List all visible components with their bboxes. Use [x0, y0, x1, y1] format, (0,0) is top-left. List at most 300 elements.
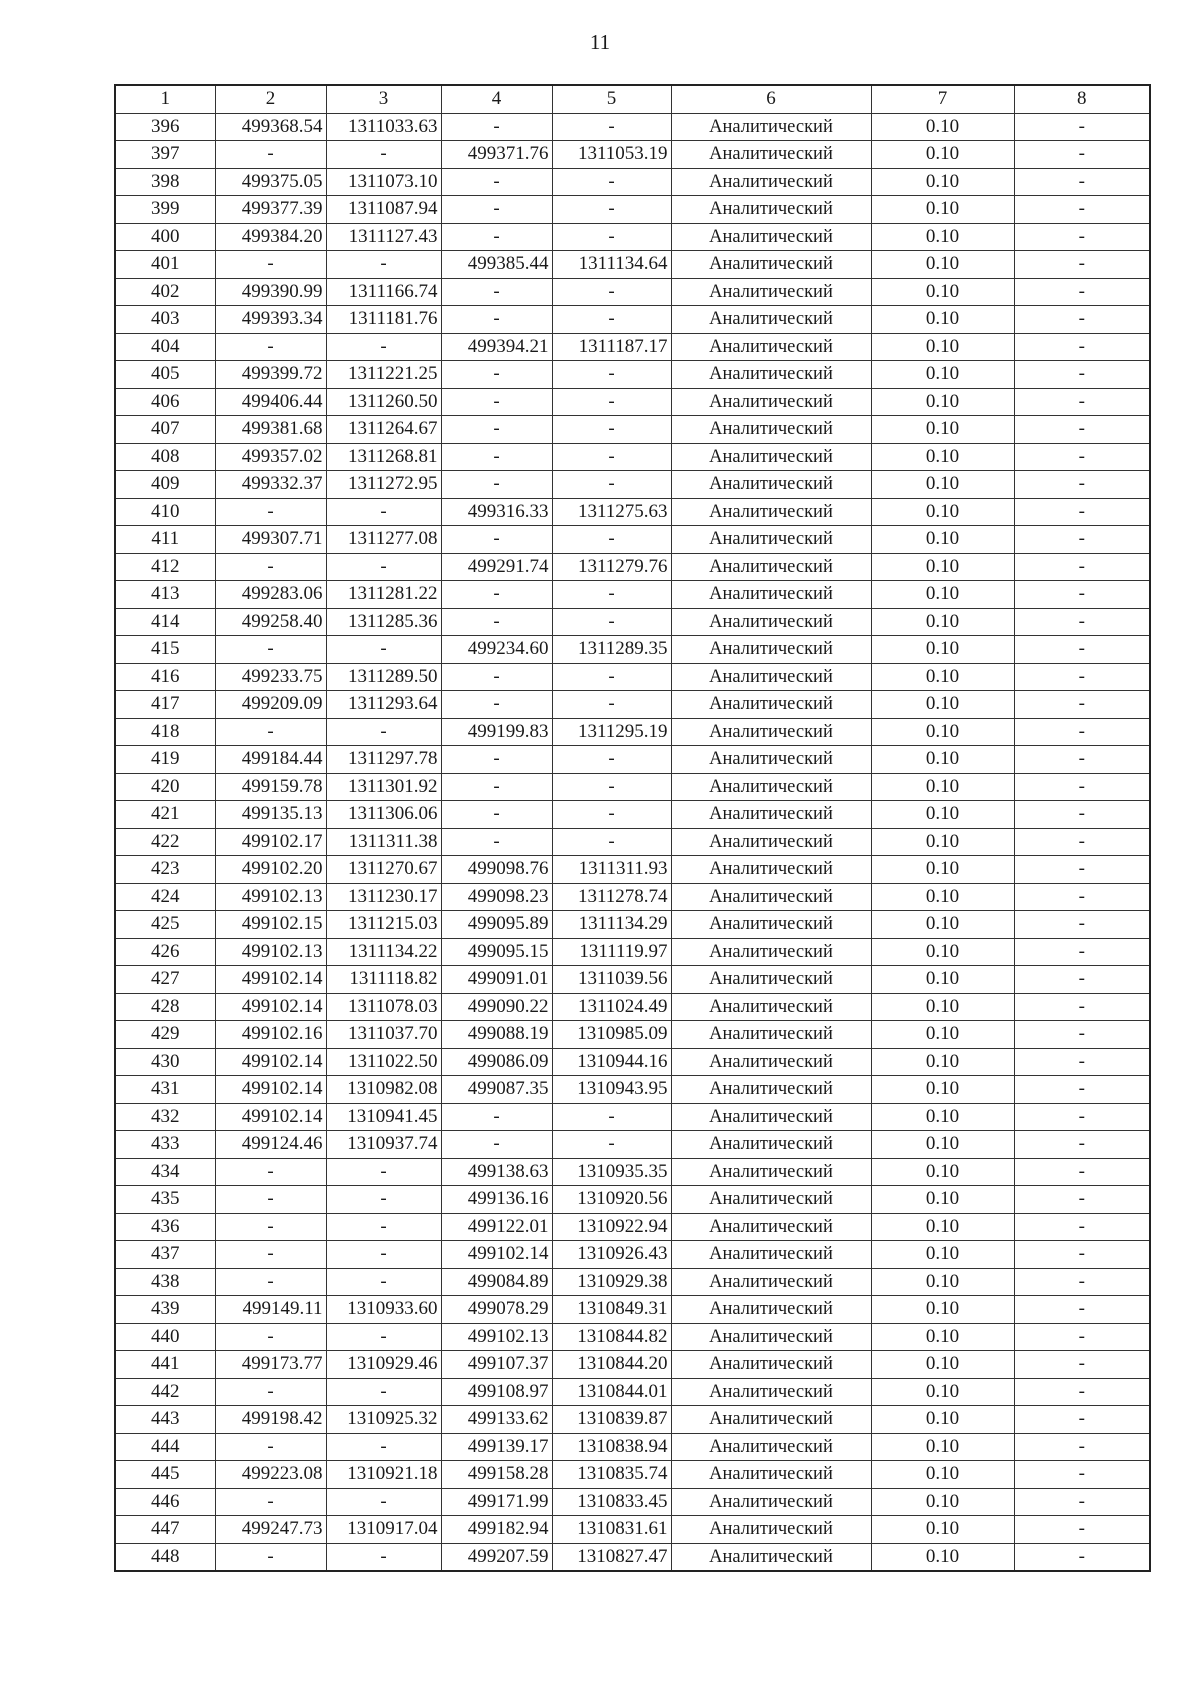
cell-point-number: 403 [115, 306, 215, 334]
cell-accuracy: 0.10 [871, 1406, 1014, 1434]
cell-point-number: 411 [115, 526, 215, 554]
cell-x-coord-2: 499102.13 [441, 1323, 552, 1351]
cell-point-number: 405 [115, 361, 215, 389]
cell-y-coord-2: 1311279.76 [552, 553, 671, 581]
cell-y-coord-2: 1311295.19 [552, 718, 671, 746]
table-row [115, 498, 1150, 526]
cell-point-number: 445 [115, 1461, 215, 1489]
cell-method: Аналитический [671, 526, 871, 554]
cell-x-coord-1: - [215, 498, 326, 526]
cell-y-coord-2: 1310929.38 [552, 1268, 671, 1296]
cell-accuracy: 0.10 [871, 1323, 1014, 1351]
cell-y-coord-1: 1311277.08 [326, 526, 441, 554]
cell-y-coord-1: 1310929.46 [326, 1351, 441, 1379]
cell-method: Аналитический [671, 1378, 871, 1406]
table-row [115, 1213, 1150, 1241]
cell-method: Аналитический [671, 1461, 871, 1489]
cell-accuracy: 0.10 [871, 938, 1014, 966]
cell-method: Аналитический [671, 141, 871, 169]
cell-note: - [1014, 113, 1150, 141]
cell-point-number: 406 [115, 388, 215, 416]
cell-x-coord-1: - [215, 636, 326, 664]
cell-x-coord-1: - [215, 1378, 326, 1406]
cell-point-number: 397 [115, 141, 215, 169]
cell-y-coord-2: 1311039.56 [552, 966, 671, 994]
cell-point-number: 444 [115, 1433, 215, 1461]
cell-accuracy: 0.10 [871, 333, 1014, 361]
table-row [115, 113, 1150, 141]
cell-y-coord-2: - [552, 278, 671, 306]
cell-y-coord-2: 1311053.19 [552, 141, 671, 169]
cell-y-coord-1: - [326, 1158, 441, 1186]
cell-x-coord-1: 499102.14 [215, 993, 326, 1021]
cell-y-coord-1: 1311281.22 [326, 581, 441, 609]
cell-y-coord-1: 1311022.50 [326, 1048, 441, 1076]
table-row [115, 196, 1150, 224]
cell-y-coord-2: - [552, 608, 671, 636]
cell-point-number: 400 [115, 223, 215, 251]
cell-note: - [1014, 1103, 1150, 1131]
table-row [115, 361, 1150, 389]
cell-y-coord-2: 1310926.43 [552, 1241, 671, 1269]
cell-accuracy: 0.10 [871, 1543, 1014, 1571]
cell-y-coord-1: - [326, 1323, 441, 1351]
cell-point-number: 401 [115, 251, 215, 279]
cell-y-coord-1: 1311297.78 [326, 746, 441, 774]
cell-accuracy: 0.10 [871, 746, 1014, 774]
cell-accuracy: 0.10 [871, 141, 1014, 169]
cell-x-coord-1: - [215, 333, 326, 361]
cell-point-number: 446 [115, 1488, 215, 1516]
cell-x-coord-2: 499371.76 [441, 141, 552, 169]
cell-accuracy: 0.10 [871, 196, 1014, 224]
cell-method: Аналитический [671, 1213, 871, 1241]
cell-method: Аналитический [671, 1516, 871, 1544]
cell-y-coord-2: 1310920.56 [552, 1186, 671, 1214]
table-row [115, 1021, 1150, 1049]
cell-method: Аналитический [671, 1351, 871, 1379]
cell-note: - [1014, 1516, 1150, 1544]
cell-point-number: 438 [115, 1268, 215, 1296]
cell-note: - [1014, 388, 1150, 416]
cell-note: - [1014, 1241, 1150, 1269]
cell-point-number: 399 [115, 196, 215, 224]
table-row [115, 306, 1150, 334]
cell-y-coord-1: 1311306.06 [326, 801, 441, 829]
table-row [115, 388, 1150, 416]
cell-x-coord-1: - [215, 1543, 326, 1571]
cell-accuracy: 0.10 [871, 1131, 1014, 1159]
cell-x-coord-1: 499124.46 [215, 1131, 326, 1159]
cell-x-coord-1: - [215, 251, 326, 279]
cell-note: - [1014, 691, 1150, 719]
cell-x-coord-1: 499184.44 [215, 746, 326, 774]
cell-y-coord-2: 1310831.61 [552, 1516, 671, 1544]
cell-x-coord-1: 499173.77 [215, 1351, 326, 1379]
cell-x-coord-1: - [215, 1268, 326, 1296]
cell-point-number: 435 [115, 1186, 215, 1214]
table-row [115, 1241, 1150, 1269]
cell-x-coord-1: 499384.20 [215, 223, 326, 251]
cell-y-coord-1: - [326, 553, 441, 581]
cell-x-coord-2: 499107.37 [441, 1351, 552, 1379]
cell-accuracy: 0.10 [871, 883, 1014, 911]
cell-y-coord-1: 1310921.18 [326, 1461, 441, 1489]
table-row [115, 1048, 1150, 1076]
cell-point-number: 432 [115, 1103, 215, 1131]
cell-accuracy: 0.10 [871, 828, 1014, 856]
cell-method: Аналитический [671, 1543, 871, 1571]
cell-y-coord-2: - [552, 581, 671, 609]
cell-y-coord-2: - [552, 388, 671, 416]
cell-y-coord-1: - [326, 1378, 441, 1406]
cell-x-coord-1: 499390.99 [215, 278, 326, 306]
cell-note: - [1014, 1461, 1150, 1489]
cell-x-coord-2: - [441, 306, 552, 334]
cell-x-coord-1: 499102.14 [215, 966, 326, 994]
cell-method: Аналитический [671, 113, 871, 141]
cell-x-coord-2: - [441, 1103, 552, 1131]
table-row [115, 1103, 1150, 1131]
cell-accuracy: 0.10 [871, 306, 1014, 334]
cell-x-coord-2: 499139.17 [441, 1433, 552, 1461]
cell-note: - [1014, 1131, 1150, 1159]
cell-method: Аналитический [671, 333, 871, 361]
cell-x-coord-2: - [441, 278, 552, 306]
cell-point-number: 422 [115, 828, 215, 856]
cell-x-coord-1: 499368.54 [215, 113, 326, 141]
cell-note: - [1014, 278, 1150, 306]
cell-y-coord-2: - [552, 168, 671, 196]
cell-note: - [1014, 1048, 1150, 1076]
cell-note: - [1014, 856, 1150, 884]
cell-y-coord-2: - [552, 828, 671, 856]
cell-y-coord-1: 1311073.10 [326, 168, 441, 196]
cell-accuracy: 0.10 [871, 1378, 1014, 1406]
cell-note: - [1014, 443, 1150, 471]
table-row [115, 1488, 1150, 1516]
cell-x-coord-1: 499381.68 [215, 416, 326, 444]
cell-accuracy: 0.10 [871, 608, 1014, 636]
cell-accuracy: 0.10 [871, 1213, 1014, 1241]
cell-x-coord-1: - [215, 1241, 326, 1269]
cell-y-coord-1: - [326, 718, 441, 746]
cell-note: - [1014, 141, 1150, 169]
cell-x-coord-2: - [441, 416, 552, 444]
cell-x-coord-2: 499171.99 [441, 1488, 552, 1516]
cell-x-coord-2: 499394.21 [441, 333, 552, 361]
cell-accuracy: 0.10 [871, 553, 1014, 581]
cell-x-coord-1: 499399.72 [215, 361, 326, 389]
table-row [115, 416, 1150, 444]
cell-point-number: 407 [115, 416, 215, 444]
cell-y-coord-2: 1310833.45 [552, 1488, 671, 1516]
table-row [115, 1406, 1150, 1434]
cell-accuracy: 0.10 [871, 773, 1014, 801]
cell-point-number: 425 [115, 911, 215, 939]
cell-y-coord-2: 1310985.09 [552, 1021, 671, 1049]
cell-x-coord-1: 499247.73 [215, 1516, 326, 1544]
cell-x-coord-1: - [215, 553, 326, 581]
cell-y-coord-1: - [326, 141, 441, 169]
cell-x-coord-1: 499393.34 [215, 306, 326, 334]
cell-accuracy: 0.10 [871, 113, 1014, 141]
cell-method: Аналитический [671, 306, 871, 334]
cell-y-coord-1: - [326, 333, 441, 361]
table-row [115, 251, 1150, 279]
cell-accuracy: 0.10 [871, 1268, 1014, 1296]
cell-note: - [1014, 553, 1150, 581]
cell-x-coord-2: 499316.33 [441, 498, 552, 526]
cell-method: Аналитический [671, 251, 871, 279]
cell-method: Аналитический [671, 1488, 871, 1516]
table-row [115, 993, 1150, 1021]
cell-y-coord-2: 1310835.74 [552, 1461, 671, 1489]
cell-x-coord-2: 499091.01 [441, 966, 552, 994]
cell-accuracy: 0.10 [871, 856, 1014, 884]
cell-x-coord-1: 499307.71 [215, 526, 326, 554]
cell-y-coord-1: - [326, 498, 441, 526]
cell-method: Аналитический [671, 361, 871, 389]
cell-note: - [1014, 1406, 1150, 1434]
cell-method: Аналитический [671, 223, 871, 251]
cell-point-number: 417 [115, 691, 215, 719]
cell-note: - [1014, 1268, 1150, 1296]
cell-method: Аналитический [671, 938, 871, 966]
cell-y-coord-2: - [552, 801, 671, 829]
cell-x-coord-2: - [441, 1131, 552, 1159]
table-row [115, 581, 1150, 609]
cell-y-coord-2: 1311024.49 [552, 993, 671, 1021]
cell-y-coord-2: - [552, 113, 671, 141]
cell-note: - [1014, 1296, 1150, 1324]
cell-x-coord-1: 499159.78 [215, 773, 326, 801]
table-row [115, 746, 1150, 774]
cell-note: - [1014, 1021, 1150, 1049]
cell-y-coord-1: - [326, 1241, 441, 1269]
cell-y-coord-2: 1310827.47 [552, 1543, 671, 1571]
header-cell-4: 4 [441, 85, 552, 113]
table-row [115, 1433, 1150, 1461]
cell-point-number: 443 [115, 1406, 215, 1434]
cell-x-coord-2: 499133.62 [441, 1406, 552, 1434]
cell-method: Аналитический [671, 636, 871, 664]
cell-x-coord-2: 499234.60 [441, 636, 552, 664]
cell-accuracy: 0.10 [871, 1158, 1014, 1186]
cell-point-number: 424 [115, 883, 215, 911]
cell-accuracy: 0.10 [871, 1461, 1014, 1489]
cell-point-number: 415 [115, 636, 215, 664]
cell-method: Аналитический [671, 196, 871, 224]
cell-point-number: 421 [115, 801, 215, 829]
cell-method: Аналитический [671, 1296, 871, 1324]
cell-y-coord-1: 1310982.08 [326, 1076, 441, 1104]
cell-y-coord-1: 1310937.74 [326, 1131, 441, 1159]
cell-note: - [1014, 526, 1150, 554]
table-row [115, 828, 1150, 856]
table-row [115, 471, 1150, 499]
cell-point-number: 448 [115, 1543, 215, 1571]
table-row [115, 443, 1150, 471]
cell-note: - [1014, 1433, 1150, 1461]
cell-note: - [1014, 746, 1150, 774]
cell-point-number: 420 [115, 773, 215, 801]
cell-method: Аналитический [671, 1076, 871, 1104]
cell-x-coord-1: 499102.14 [215, 1103, 326, 1131]
cell-method: Аналитический [671, 581, 871, 609]
cell-note: - [1014, 718, 1150, 746]
cell-y-coord-2: - [552, 416, 671, 444]
cell-x-coord-2: 499291.74 [441, 553, 552, 581]
header-cell-8: 8 [1014, 85, 1150, 113]
cell-note: - [1014, 251, 1150, 279]
cell-note: - [1014, 361, 1150, 389]
cell-note: - [1014, 883, 1150, 911]
cell-accuracy: 0.10 [871, 1186, 1014, 1214]
cell-y-coord-1: 1311272.95 [326, 471, 441, 499]
cell-accuracy: 0.10 [871, 471, 1014, 499]
cell-point-number: 396 [115, 113, 215, 141]
cell-method: Аналитический [671, 388, 871, 416]
table-row [115, 1543, 1150, 1571]
cell-x-coord-2: - [441, 691, 552, 719]
cell-point-number: 447 [115, 1516, 215, 1544]
cell-y-coord-2: 1310922.94 [552, 1213, 671, 1241]
cell-note: - [1014, 1323, 1150, 1351]
table-header-row [115, 85, 1150, 113]
table-row [115, 718, 1150, 746]
table-row [115, 168, 1150, 196]
cell-note: - [1014, 773, 1150, 801]
cell-note: - [1014, 333, 1150, 361]
cell-y-coord-1: 1311268.81 [326, 443, 441, 471]
cell-y-coord-2: - [552, 223, 671, 251]
cell-y-coord-1: 1310941.45 [326, 1103, 441, 1131]
table-row [115, 966, 1150, 994]
table-row [115, 856, 1150, 884]
table-row [115, 691, 1150, 719]
cell-x-coord-2: 499078.29 [441, 1296, 552, 1324]
cell-x-coord-1: - [215, 141, 326, 169]
cell-method: Аналитический [671, 966, 871, 994]
cell-accuracy: 0.10 [871, 966, 1014, 994]
cell-y-coord-1: - [326, 1543, 441, 1571]
cell-method: Аналитический [671, 168, 871, 196]
cell-x-coord-1: 499357.02 [215, 443, 326, 471]
table-row [115, 526, 1150, 554]
cell-y-coord-2: 1310935.35 [552, 1158, 671, 1186]
cell-y-coord-2: - [552, 691, 671, 719]
table-body [115, 85, 1150, 1571]
cell-x-coord-1: 499375.05 [215, 168, 326, 196]
cell-y-coord-1: - [326, 1488, 441, 1516]
cell-accuracy: 0.10 [871, 663, 1014, 691]
coordinates-table [114, 84, 1151, 1572]
cell-x-coord-1: 499102.16 [215, 1021, 326, 1049]
cell-x-coord-1: - [215, 1433, 326, 1461]
cell-accuracy: 0.10 [871, 718, 1014, 746]
cell-y-coord-1: 1311230.17 [326, 883, 441, 911]
cell-point-number: 431 [115, 1076, 215, 1104]
cell-x-coord-2: - [441, 526, 552, 554]
cell-accuracy: 0.10 [871, 1351, 1014, 1379]
cell-y-coord-2: 1311275.63 [552, 498, 671, 526]
cell-note: - [1014, 416, 1150, 444]
cell-y-coord-2: - [552, 306, 671, 334]
table-row [115, 1076, 1150, 1104]
cell-x-coord-1: 499102.13 [215, 883, 326, 911]
table-row [115, 333, 1150, 361]
cell-x-coord-1: 499102.14 [215, 1076, 326, 1104]
cell-x-coord-2: - [441, 361, 552, 389]
cell-method: Аналитический [671, 553, 871, 581]
cell-y-coord-2: - [552, 526, 671, 554]
cell-x-coord-2: 499158.28 [441, 1461, 552, 1489]
cell-point-number: 408 [115, 443, 215, 471]
cell-accuracy: 0.10 [871, 223, 1014, 251]
table-row [115, 141, 1150, 169]
cell-y-coord-1: 1311260.50 [326, 388, 441, 416]
cell-method: Аналитический [671, 746, 871, 774]
cell-accuracy: 0.10 [871, 993, 1014, 1021]
table-row [115, 1378, 1150, 1406]
cell-x-coord-1: 499102.17 [215, 828, 326, 856]
cell-y-coord-1: 1311118.82 [326, 966, 441, 994]
cell-x-coord-2: 499122.01 [441, 1213, 552, 1241]
table-row [115, 1268, 1150, 1296]
cell-accuracy: 0.10 [871, 416, 1014, 444]
cell-point-number: 410 [115, 498, 215, 526]
cell-x-coord-2: - [441, 608, 552, 636]
table-row [115, 1516, 1150, 1544]
cell-point-number: 434 [115, 1158, 215, 1186]
cell-point-number: 398 [115, 168, 215, 196]
table-row [115, 801, 1150, 829]
cell-x-coord-2: - [441, 223, 552, 251]
cell-note: - [1014, 1076, 1150, 1104]
table-row [115, 1351, 1150, 1379]
cell-x-coord-1: - [215, 1323, 326, 1351]
cell-method: Аналитический [671, 883, 871, 911]
table-row [115, 1461, 1150, 1489]
cell-x-coord-1: 499102.13 [215, 938, 326, 966]
cell-method: Аналитический [671, 443, 871, 471]
cell-x-coord-2: - [441, 388, 552, 416]
header-cell-6: 6 [671, 85, 871, 113]
table-row [115, 1323, 1150, 1351]
cell-accuracy: 0.10 [871, 168, 1014, 196]
cell-y-coord-2: 1311278.74 [552, 883, 671, 911]
cell-x-coord-2: - [441, 746, 552, 774]
cell-y-coord-1: 1311127.43 [326, 223, 441, 251]
cell-note: - [1014, 1488, 1150, 1516]
cell-method: Аналитический [671, 773, 871, 801]
cell-method: Аналитический [671, 416, 871, 444]
cell-note: - [1014, 636, 1150, 664]
table-row [115, 1158, 1150, 1186]
cell-y-coord-1: 1311166.74 [326, 278, 441, 306]
cell-method: Аналитический [671, 663, 871, 691]
cell-y-coord-2: - [552, 471, 671, 499]
cell-y-coord-2: 1310849.31 [552, 1296, 671, 1324]
cell-y-coord-2: - [552, 443, 671, 471]
header-cell-2: 2 [215, 85, 326, 113]
table-row [115, 1131, 1150, 1159]
cell-note: - [1014, 801, 1150, 829]
cell-x-coord-1: 499377.39 [215, 196, 326, 224]
cell-y-coord-1: - [326, 1433, 441, 1461]
table-row [115, 1186, 1150, 1214]
